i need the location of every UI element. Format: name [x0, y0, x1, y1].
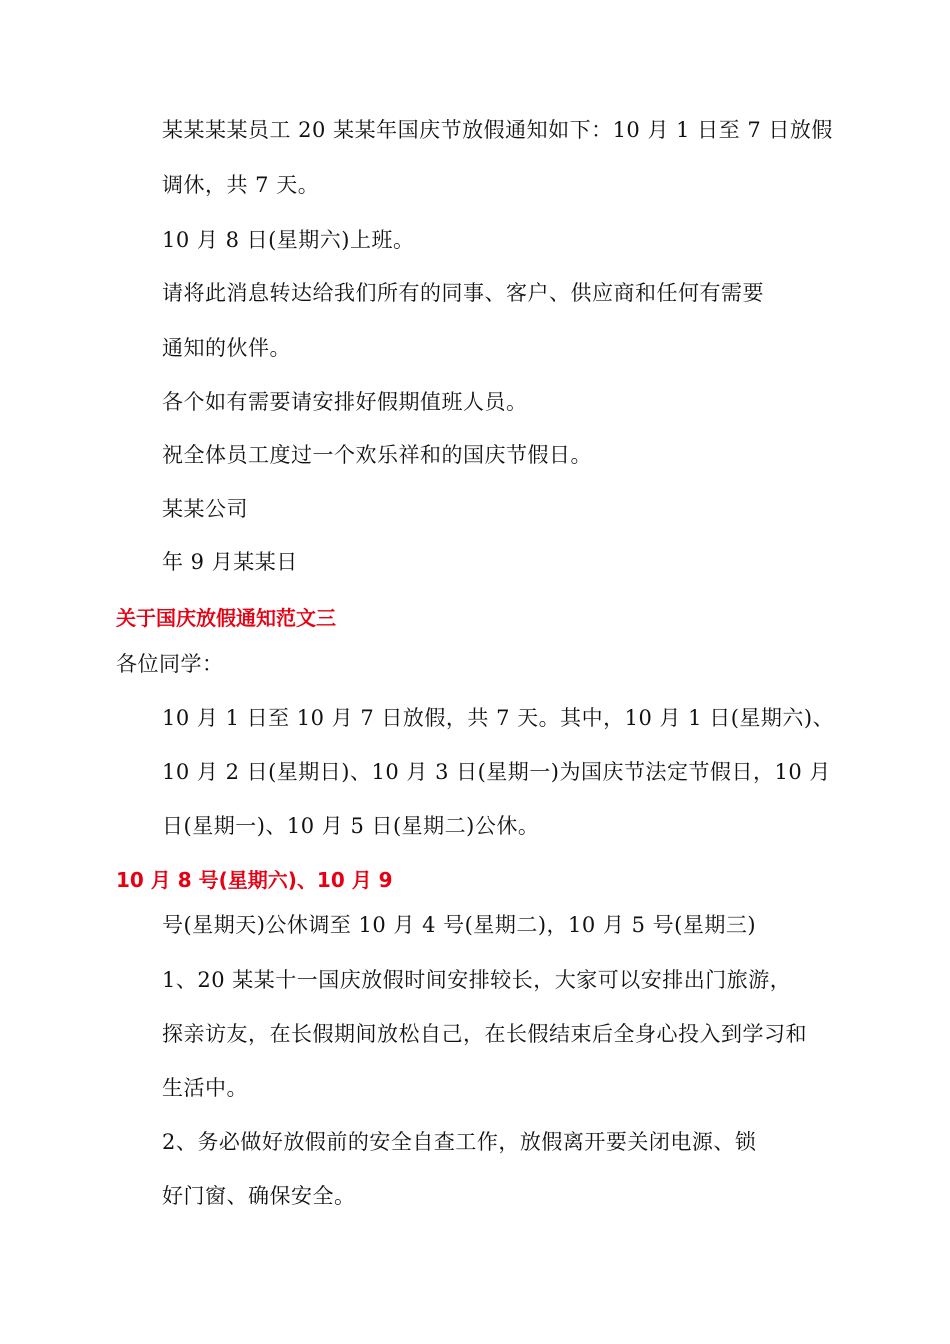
tip-2-line-1: 2、务必做好放假前的安全自查工作，放假离开要关闭电源、锁	[162, 1130, 757, 1154]
adjustment-line: 号(星期天)公休调至 10 月 4 号(星期二)，10 月 5 号(星期三)	[162, 913, 757, 937]
notice-line-3: 10 月 8 日(星期六)上班。	[162, 228, 415, 252]
schedule-line-2: 10 月 2 日(星期日)、10 月 3 日(星期一)为国庆节法定节假日，10 月	[162, 760, 831, 784]
tip-1-line-1: 1、20 某某十一国庆放假时间安排较长，大家可以安排出门旅游，	[162, 968, 792, 992]
notice-line-5: 通知的伙伴。	[162, 336, 291, 360]
notice-line-7: 祝全体员工度过一个欢乐祥和的国庆节假日。	[162, 443, 592, 467]
tip-1-line-3: 生活中。	[162, 1076, 248, 1100]
notice-line-6: 各个如有需要请安排好假期值班人员。	[162, 390, 528, 414]
notice-line-1: 某某某某员工 20 某某年国庆节放假通知如下：10 月 1 日至 7 日放假	[162, 118, 833, 142]
company-signature: 某某公司	[162, 497, 248, 521]
notice-line-2: 调休，共 7 天。	[162, 173, 320, 197]
greeting: 各位同学：	[116, 652, 224, 676]
section-subheading: 10 月 8 号(星期六)、10 月 9	[116, 868, 393, 892]
tip-1-line-2: 探亲访友，在长假期间放松自己，在长假结束后全身心投入到学习和	[162, 1022, 807, 1046]
section-heading: 关于国庆放假通知范文三	[116, 606, 336, 630]
notice-line-4: 请将此消息转达给我们所有的同事、客户、供应商和任何有需要	[162, 281, 764, 305]
tip-2-line-2: 好门窗、确保安全。	[162, 1184, 356, 1208]
notice-date: 年 9 月某某日	[162, 550, 298, 574]
schedule-line-1: 10 月 1 日至 10 月 7 日放假，共 7 天。其中，10 月 1 日(星期六)、	[162, 706, 835, 730]
schedule-line-3: 日(星期一)、10 月 5 日(星期二)公休。	[162, 814, 540, 838]
